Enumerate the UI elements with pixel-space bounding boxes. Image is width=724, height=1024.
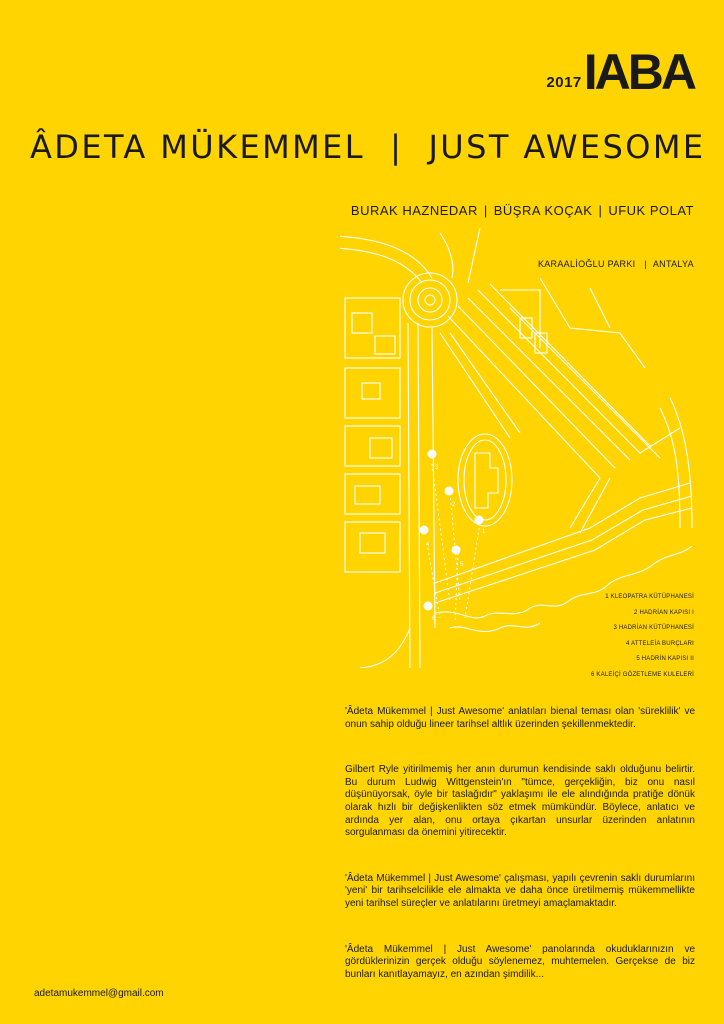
plan-marker-label: 5 (460, 562, 464, 568)
plan-marker (424, 602, 437, 623)
paragraph: 'Âdeta Mükemmel | Just Awesome' anlatıları bienal teması olan 'süreklilik' ve onun sahip olduğu lineer tarihsel altlık üzerinden şekillenmektedir. (345, 706, 695, 730)
location-park: KARAALİOĞLU PARKI (537, 259, 636, 269)
page-title: ÂDETA MÜKEMMEL | JUST AWESOME (30, 128, 706, 166)
author-name: UFUK POLAT (608, 203, 694, 218)
plan-marker-label: 6 (432, 616, 436, 622)
plan-marker-label: 3 (435, 465, 439, 471)
legend-item: 1 KLEOPATRA KÜTÜPHANESİ (605, 594, 694, 600)
location: KARAALİOĞLU PARKI | ANTALYA (537, 259, 694, 269)
contact-email: adetamukemmel@gmail.com (34, 988, 164, 999)
legend-item: 6 KALEİÇİ GÖZETLEME KULELERİ (591, 671, 694, 678)
author-name: BÜŞRA KOÇAK (493, 203, 593, 218)
authors: BURAK HAZNEDAR | BÜŞRA KOÇAK | UFUK POLAT (350, 203, 694, 218)
author-name: BURAK HAZNEDAR (350, 203, 478, 218)
plan-marker-label: 1 (482, 529, 486, 535)
plan-marker-label: 4 (426, 542, 430, 548)
plan-marker (445, 487, 457, 509)
plan-marker-label: 2 (452, 502, 456, 508)
paragraph: 'Âdeta Mükemmel | Just Awesome' panolarında okuduklarınızın ve gördüklerinizin gerçek olduğu söylenemez, muhtemelen. Gerçekse de biz bunları kanıtlayamayız, en azından şimdilik... (345, 943, 695, 980)
logo-mark: IABA (583, 44, 694, 100)
paragraph: 'Âdeta Mükemmel | Just Awesome' çalışması, yapılı çevrenin saklı durumlarını 'yeni' bir tarihselcilikle ele almakta ve daha önce üretilmemiş mükemmellikte yeni tarihsel süreçler ve anlatılarını üretmeyi amaçlamaktadır. (345, 872, 695, 909)
location-city: ANTALYA (652, 259, 694, 269)
legend-item: 4 ATTELEİA BURÇLARI (625, 640, 694, 647)
legend-item: 5 HADRİN KAPISI II (636, 656, 694, 662)
logo-year: 2017 (546, 74, 582, 91)
plan-marker (420, 526, 431, 549)
legend-item: 3 HADRİAN KÜTÜPHANESİ (613, 625, 694, 631)
legend-item: 2 HADRİAN KAPISI I (634, 609, 694, 616)
description (345, 706, 695, 981)
plan-legend (591, 590, 694, 683)
logo (546, 44, 694, 100)
paragraph: Gilbert Ryle yitirilmemiş her anın durumun kendisinde saklı olduğunu belirtir. Bu durum Ludwig Wittgenstein'ın "tümce, gerçekliğin, biz onu nasıl düşünüyorsak, öyle bir taslağıdır" yaklaşımı ile ele alındığında pratiğe dönük olarak hızlı bir değişkenlikten söz etmek mümkündür. Böylece, anlatıcı ve ardında yer alan, onu ortaya çıkartan unsurlar üzerinden anlatının sorgulanması da önemini yitirecektir. (345, 764, 695, 839)
